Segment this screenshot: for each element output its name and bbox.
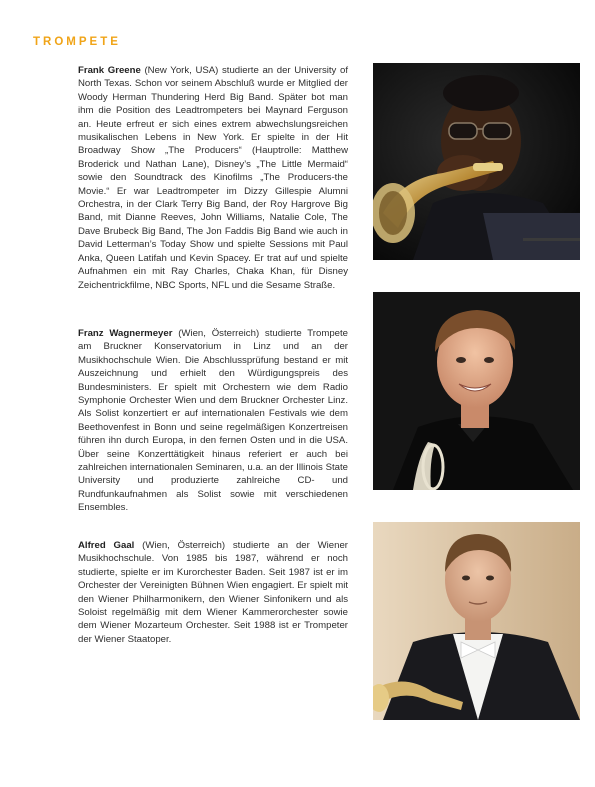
musician-name: Frank Greene: [78, 65, 141, 76]
photo-franz-wagnermeyer: [373, 292, 580, 490]
musician-name: Franz Wagnermeyer: [78, 328, 173, 339]
section-title: TROMPETE: [33, 36, 121, 48]
photo-frank-greene: [373, 63, 580, 260]
photo-alfred-gaal: [373, 522, 580, 720]
musician-name: Alfred Gaal: [78, 540, 135, 551]
bio-franz-wagnermeyer: [78, 327, 348, 515]
musician-bio: (New York, USA) studierte an der University of North Texas. Schon vor seinem Abschluß wurde er Mitglied der Woody Herman Thundering Herd Big Band. Später bot man ihm die Position des Leadtrompeters bei Maynard Ferguson an. Heute erfreut er sich eines extrem abwechslungsreichen musikalischen Lebens in New York. Er spielte in der Hit Broadway Show „The Producers“ (Hauptrolle: Matthew Broderick und Nathan Lane), Disney’s „The Little Mermaid“ sowie den Soundtrack des Kinofilms „The Producers-the Movie.“ Er war Leadtrompeter im Dizzy Gillespie Alumni Orchestra, in der Clark Terry Big Band, der Roy Hargrove Big Band, mit Dianne Reeves, John Williams, Natalie Cole, The Dave Brubeck Big Band, The Jon Faddis Big Band wie auch in David Letterman’s Today Show und spielte Sessions mit Paul Anka, Queen Latifah und Kevin Spacey. Er trat auf und spielte Aufnahmen ein mit Ray Charles, Chaka Khan, für Disney Zeichentrickfilme, NBC Sports, NFL und die Sesame Straße.: [78, 65, 348, 291]
musician-bio: (Wien, Österreich) studierte an der Wiener Musikhochschule. Von 1985 bis 1987, während er noch studierte, spielte er im Kurorchester Baden. Seit 1987 ist er im Orchester der Vereinigten Bühnen Wien engagiert. Er spielt mit den Wiener Philharmonikern, den Wiener Sinfonikern und als Soloist regelmäßig mit dem Wiener Kammerorchester sowie dem Wiener Mozarteum Orchester. Seit 1988 ist er Trompeter der Wiener Staatoper.: [78, 540, 348, 645]
bio-alfred-gaal: [78, 539, 348, 646]
musician-bio: (Wien, Österreich) studierte Trompete am Bruckner Konservatorium in Linz und an der Musikhochschule Wien. Die Abschlussprüfung bestand er mit Auszeichnung und erhielt den Würdigungspreis des Bundesministers. Er spielt mit Orchestern wie dem Radio Symphonie Orchester Wien und dem Bruckner Orchester Linz. Als Solist konzertiert er auf internationalen Festivals wie dem Beethovenfest in Bonn und seine regelmäßigen Konzertreisen führen ihn durch Europa, in den fernen Osten und in die USA. Über seine Konzerttätigkeit hinaus referiert er auch bei zahlreichen internationalen Seminaren, u.a. an der Illinois State University und produzierte zahlreiche CD- und Rundfunkaufnahmen als Solist sowie mit verschiedenen Ensembles.: [78, 328, 348, 514]
bio-frank-greene: [78, 64, 348, 292]
